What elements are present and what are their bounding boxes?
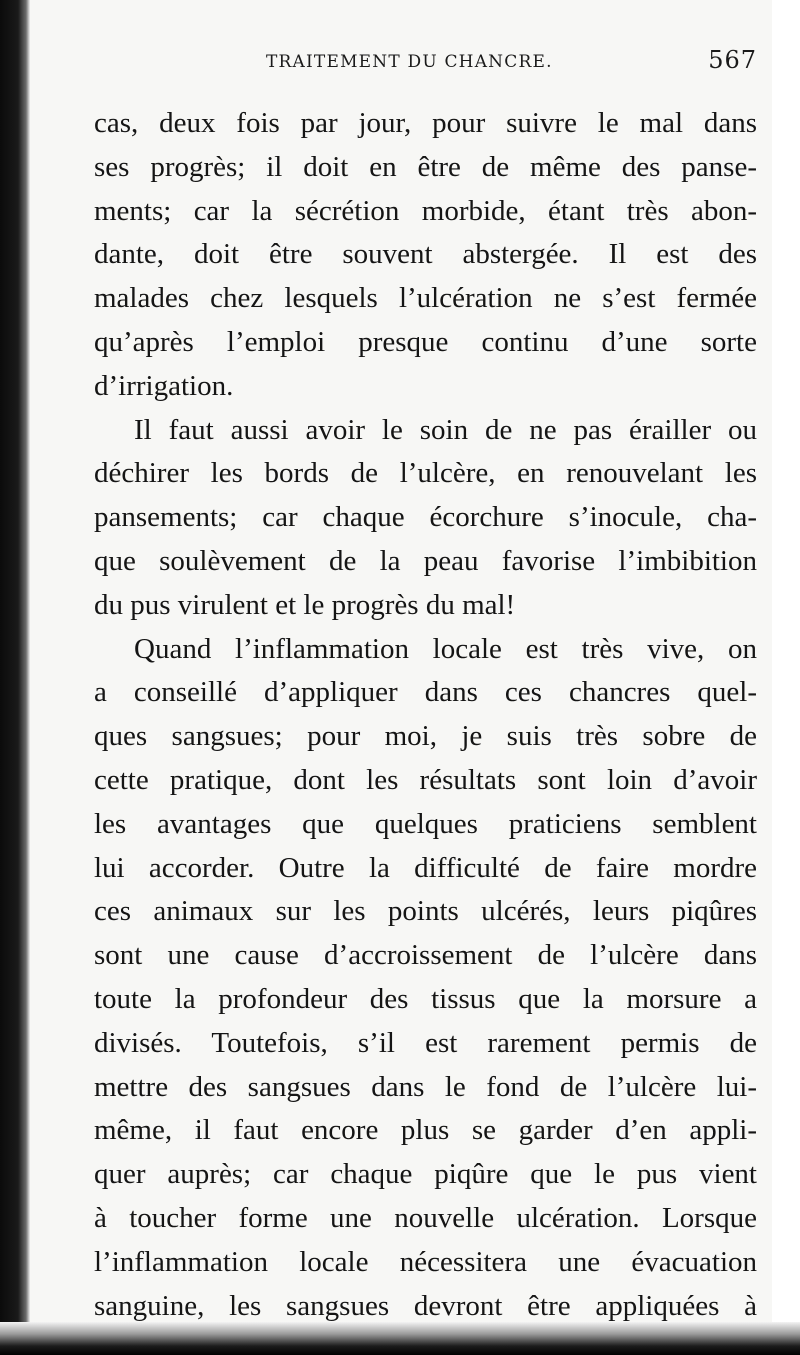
text-line: ces animaux sur les points ulcérés, leurs piqûres xyxy=(94,895,757,928)
text-line: sont une cause d’accroissement de l’ulcère dans xyxy=(94,939,757,972)
text-line: d’irrigation. xyxy=(94,369,234,402)
text-line: du pus virulent et le progrès du mal! xyxy=(94,588,516,621)
text-line: même, il faut encore plus se garder d’en appli- xyxy=(94,1114,757,1147)
text-line: toute la profondeur des tissus que la morsure a xyxy=(94,982,757,1015)
body-text xyxy=(94,102,757,1328)
text-line: sanguine, les sangsues devront être appliquées à xyxy=(94,1289,757,1322)
text-line: l’inflammation locale nécessitera une évacuation xyxy=(94,1245,757,1278)
text-line: divisés. Toutefois, s’il est rarement permis de xyxy=(94,1026,757,1059)
paragraph-start-line: Quand l’inflammation locale est très vive, on xyxy=(134,632,757,665)
text-line: cette pratique, dont les résultats sont loin d’avoir xyxy=(94,763,757,796)
text-line: que soulèvement de la peau favorise l’imbibition xyxy=(94,544,757,577)
paragraph-start-line: Il faut aussi avoir le soin de ne pas érailler ou xyxy=(134,413,757,446)
text-line: dante, doit être souvent abstergée. Il est des xyxy=(94,238,757,271)
text-line: ques sangsues; pour moi, je suis très sobre de xyxy=(94,720,757,753)
text-line: ses progrès; il doit en être de même des panse- xyxy=(94,150,757,183)
text-line: à toucher forme une nouvelle ulcération. Lorsque xyxy=(94,1201,757,1234)
text-line: lui accorder. Outre la difficulté de faire mordre xyxy=(94,851,757,884)
book-page xyxy=(30,0,772,1322)
page-number: 567 xyxy=(708,46,757,74)
text-line: cas, deux fois par jour, pour suivre le mal dans xyxy=(94,107,757,139)
text-line: ments; car la sécrétion morbide, étant très abon- xyxy=(94,194,757,227)
text-line: pansements; car chaque écorchure s’inocule, cha- xyxy=(94,501,757,534)
text-line: a conseillé d’appliquer dans ces chancres quel- xyxy=(94,676,757,709)
scan-bottom-edge xyxy=(0,1322,800,1355)
text-line: malades chez lesquels l’ulcération ne s’est fermée xyxy=(94,282,757,315)
text-line: quer auprès; car chaque piqûre que le pus vient xyxy=(94,1158,757,1191)
text-line: mettre des sangsues dans le fond de l’ulcère lui- xyxy=(94,1070,757,1103)
text-line: qu’après l’emploi presque continu d’une sorte xyxy=(94,325,757,358)
text-line: déchirer les bords de l’ulcère, en renouvelant les xyxy=(94,457,757,490)
scan-left-edge xyxy=(0,0,30,1355)
running-title: TRAITEMENT DU CHANCRE. xyxy=(266,52,553,72)
running-head xyxy=(94,40,757,80)
text-line: les avantages que quelques praticiens semblent xyxy=(94,807,757,840)
